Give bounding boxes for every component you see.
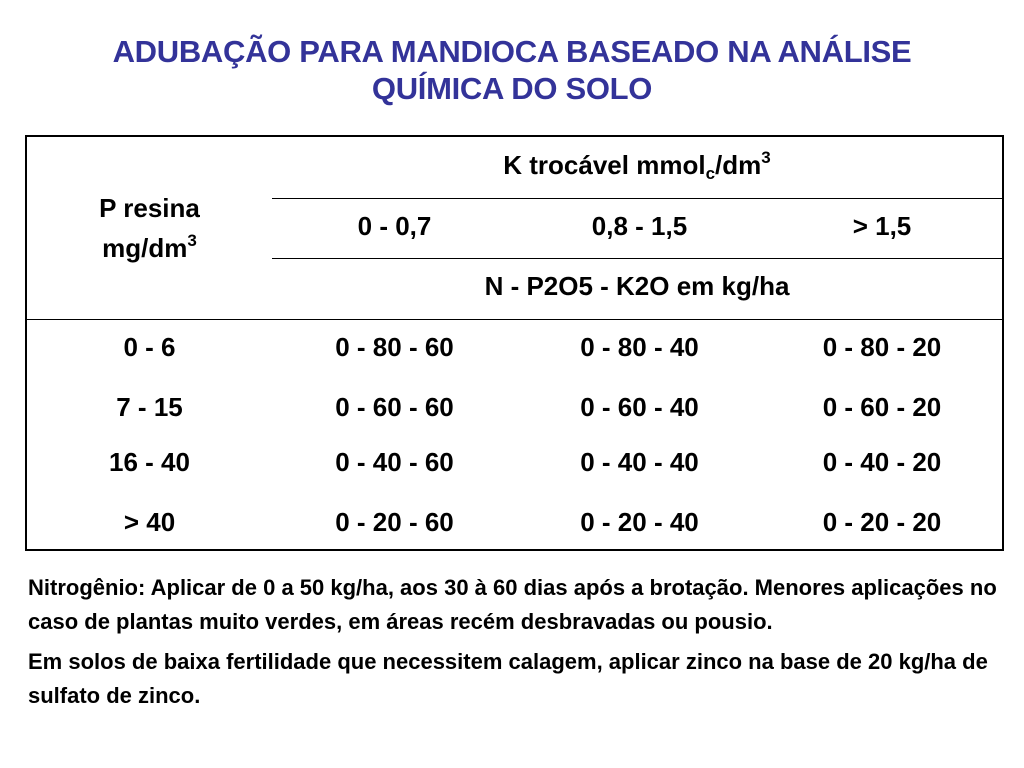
table-cell: 0 - 60 - 60 [335, 392, 454, 422]
p-resina-unit-sup: 3 [187, 231, 197, 250]
table-cell: 0 - 20 - 40 [580, 507, 699, 537]
page-title-line-1: ADUBAÇÃO PARA MANDIOCA BASEADO NA ANÁLISE [112, 34, 912, 69]
table-cell: 0 - 20 - 20 [822, 507, 942, 537]
zinc-note: Em solos de baixa fertilidade que necessitem calagem, aplicar zinco na base de 20 kg/ha de sulfato de zinco. [28, 649, 988, 708]
table-cell: 0 - 60 - 20 [822, 392, 942, 422]
table-divider-k-header [272, 198, 1002, 199]
k-range-2: 0,8 - 1,5 [591, 211, 688, 241]
p-resina-unit [27, 228, 272, 268]
table-cell: 0 - 40 - 20 [822, 447, 942, 477]
fertilization-table [25, 135, 1004, 551]
p-resina-header [27, 188, 272, 268]
table-cell: 0 - 20 - 60 [335, 507, 454, 537]
k-header-sup: 3 [761, 148, 771, 167]
k-range-1: 0 - 0,7 [357, 211, 432, 241]
table-row-p-value: 7 - 15 [116, 392, 183, 422]
table-cell: 0 - 40 - 60 [335, 447, 454, 477]
k-exchangeable-header [272, 148, 1002, 183]
nitrogen-note: Nitrogênio: Aplicar de 0 a 50 kg/ha, aos 30 à 60 dias após a brotação. Menores aplicações no caso de plantas muito verdes, em áreas recém desbravadas ou pousio. [28, 575, 997, 634]
page-title-line-2: QUÍMICA DO SOLO [371, 71, 653, 106]
k-header-sub: c [705, 164, 716, 183]
k-header-text: K trocável mmol [503, 150, 706, 180]
npk-unit-header: N - P2O5 - K2O em kg/ha [484, 271, 790, 301]
footnotes [28, 571, 1003, 719]
page-title [0, 33, 1024, 107]
table-cell: 0 - 80 - 60 [335, 332, 454, 362]
k-header-unit: /dm [715, 150, 762, 180]
p-resina-unit-text: mg/dm [102, 233, 188, 263]
p-resina-label: P resina [99, 193, 200, 223]
table-cell: 0 - 80 - 20 [822, 332, 942, 362]
table-row-p-value: 16 - 40 [109, 447, 190, 477]
table-divider-k-ranges [272, 258, 1002, 259]
table-divider-header-body [27, 319, 1002, 320]
k-range-3: > 1,5 [852, 211, 912, 241]
table-cell: 0 - 40 - 40 [580, 447, 699, 477]
table-row-p-value: 0 - 6 [123, 332, 176, 362]
table-cell: 0 - 80 - 40 [580, 332, 699, 362]
table-cell: 0 - 60 - 40 [580, 392, 699, 422]
table-row-p-value: > 40 [123, 507, 176, 537]
